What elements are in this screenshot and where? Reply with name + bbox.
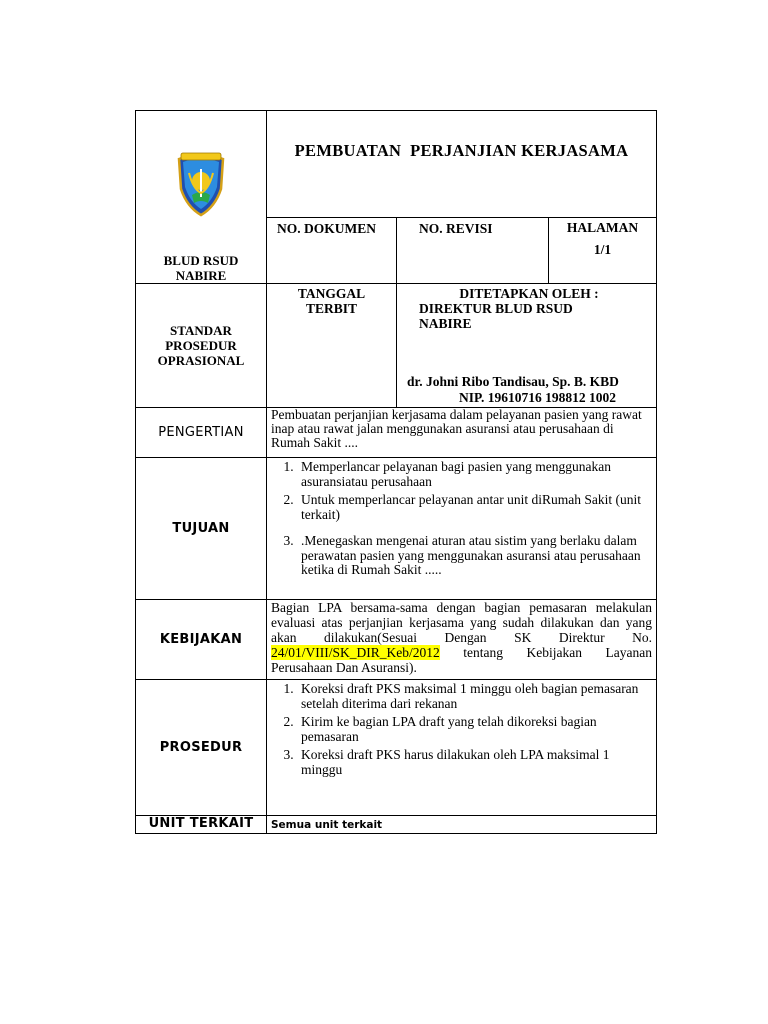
tujuan-item-3: 3. .Menegaskan mengenai aturan atau sistim yang berlaku dalam perawatan pasien yang menggunakan asuransi atau perusahaan ketika di Rumah Sakit .....: [297, 534, 652, 578]
halaman-label: HALAMAN: [566, 219, 639, 235]
org-name-line1: BLUD RSUD: [163, 253, 239, 268]
nabire-crest-logo: [175, 149, 227, 217]
prosedur-item-1: [297, 682, 652, 711]
unit-terkait-value-cell: [267, 816, 657, 834]
tujuan-item-2: 2. Untuk memperlancar pelayanan antar unit diRumah Sakit (unit terkait): [297, 493, 652, 522]
unit-terkait-label-cell: [136, 816, 267, 834]
halaman-cell: [549, 217, 657, 283]
prosedur-item-1-line1: Koreksi draft PKS maksimal 1 minggu oleh bagian pemasaran: [301, 681, 639, 696]
tujuan-list-cell: [267, 458, 657, 600]
tujuan-label: TUJUAN: [172, 521, 230, 536]
no-revisi-label: NO. REVISI: [419, 220, 493, 236]
ditetapkan-cell: [397, 284, 657, 408]
tanggal-terbit-cell: [267, 284, 397, 408]
title-cell: [267, 111, 657, 218]
kebijakan-label: KEBIJAKAN: [159, 632, 243, 647]
prosedur-item-1-line2: setelah diterima dari rekanan: [301, 695, 458, 711]
sop-table: [135, 110, 657, 834]
sop-document: [135, 110, 656, 834]
kebijakan-text-before: Bagian LPA bersama-sama dengan bagian pemasaran melakulan evaluasi atas perjanjian kerjasama yang sudah dilakukan dan yang akan dilakukan(Sesuai Dengan SK Direktur No.: [271, 600, 653, 645]
unit-terkait-label: UNIT TERKAIT: [148, 816, 254, 831]
tanggal-line1: TANGGAL: [297, 286, 366, 301]
prosedur-item-3: 3. Koreksi draft PKS harus dilakukan oleh LPA maksimal 1 minggu: [297, 748, 652, 777]
org-header-cell: [136, 111, 267, 284]
halaman-value: 1/1: [593, 241, 612, 257]
no-dokumen-label: NO. DOKUMEN: [277, 220, 376, 236]
prosedur-label-cell: [136, 680, 267, 816]
unit-terkait-value: Semua unit terkait: [271, 819, 383, 831]
ditetapkan-line1: DITETAPKAN OLEH :: [459, 286, 599, 301]
no-dokumen-cell: [267, 217, 397, 283]
signer-nip: NIP. 19610716 198812 1002: [459, 390, 617, 405]
tujuan-item-1: 1. Memperlancar pelayanan bagi pasien yang menggunakan asuransiatau perusahaan: [297, 460, 652, 489]
kebijakan-text-cell: [267, 600, 657, 680]
pengertian-text-cell: [267, 408, 657, 458]
pengertian-text: Pembuatan perjanjian kerjasama dalam pelayanan pasien yang rawat inap atau rawat jalan menggunakan asuransi atau perusahaan di Rumah Sakit ....: [271, 407, 642, 450]
org-name-line2: NABIRE: [175, 268, 227, 283]
pengertian-label: PENGERTIAN: [158, 425, 244, 440]
tanggal-line2: TERBIT: [305, 301, 358, 316]
prosedur-label: PROSEDUR: [159, 740, 243, 755]
sop-label-line3: OPRASIONAL: [157, 353, 245, 368]
tujuan-label-cell: [136, 458, 267, 600]
prosedur-list: [271, 682, 652, 777]
kebijakan-label-cell: [136, 600, 267, 680]
no-revisi-cell: [397, 217, 549, 283]
kebijakan-sk-number: 24/01/VIII/SK_DIR_Keb/2012: [271, 645, 440, 660]
signer-name: dr. Johni Ribo Tandisau, Sp. B. KBD: [407, 374, 619, 389]
sop-label-line2: PROSEDUR: [165, 338, 237, 353]
sop-label-cell: [136, 284, 267, 408]
sop-label-line1: STANDAR: [170, 323, 232, 338]
prosedur-list-cell: [267, 680, 657, 816]
kebijakan-text-after: tentang Kebijakan Layanan Perusahaan Dan Asuransi).: [271, 645, 653, 675]
ditetapkan-line2: DIREKTUR BLUD RSUD NABIRE: [419, 301, 573, 331]
document-title: PEMBUATAN PERJANJIAN KERJASAMA: [294, 141, 629, 160]
pengertian-label-cell: [136, 408, 267, 458]
prosedur-item-2: 2. Kirim ke bagian LPA draft yang telah dikoreksi bagian pemasaran: [297, 715, 652, 744]
tujuan-list: [271, 460, 652, 578]
